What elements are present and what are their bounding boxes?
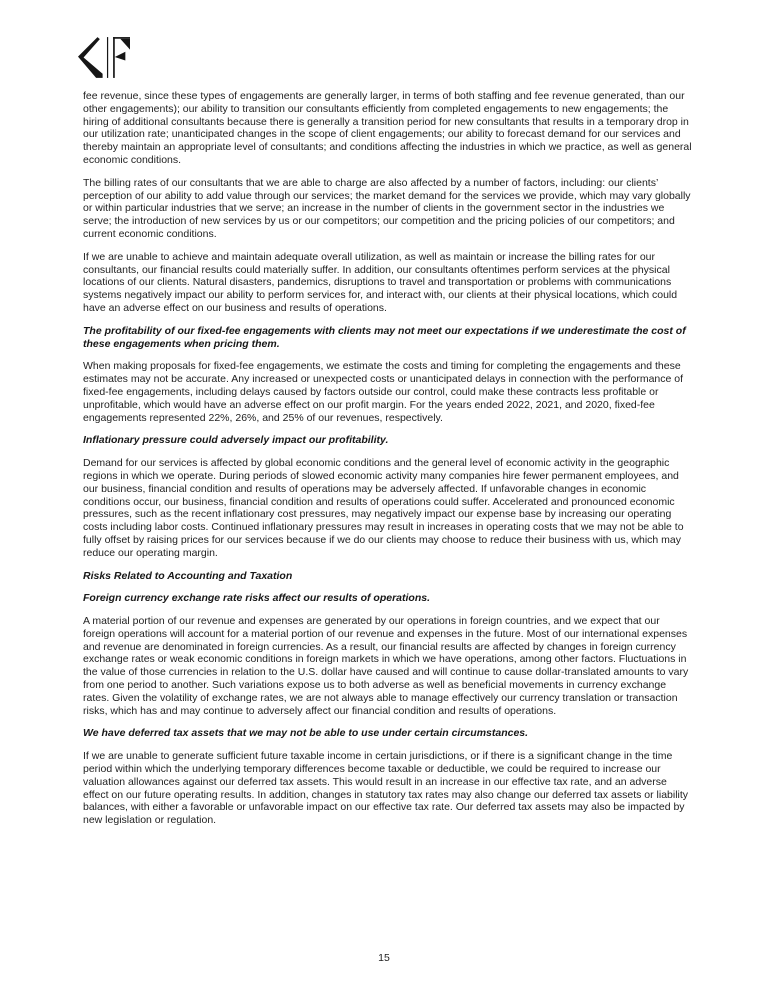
risk-paragraph-utilization: If we are unable to achieve and maintain adequate overall utilization, as well as maintain or increase the billing rates for our consultants, our financial results could materially suffer. In addition, our consultants oftentimes perform services at the physical locations of our clients. Natural disasters, pandemics, disruptions to travel and transportation or problems with communications systems negatively impact our ability to perform services for, and interact with, our clients at their physical locations, which could have an adverse effect on our business and results of operations. [83, 250, 678, 314]
risk-paragraph-fixed-fee-estimates: When making proposals for fixed-fee engagements, we estimate the costs and timing for completing the engagements and these estimates may not be accurate. Any increased or unexpected costs or unanticipated delays in connection with the performance of fixed-fee engagements, including delays caused by factors outside our control, could make these contracts less profitable or unprofitable, which would have an adverse effect on our profit margin. For the years ended 2022, 2021, and 2020, fixed-fee engagements represented 22%, 26%, and 25% of our revenues, respectively. [83, 360, 684, 424]
page-number: 15 [378, 952, 390, 964]
risk-paragraph-billing-rates: The billing rates of our consultants that we are able to charge are also affected by a number of factors, including: our clients’ perception of our ability to add value through our services; the market demand for the services we provide, which may vary globally or within particular industries that we serve; an increase in the number of clients in the government sector in the industries we serve; the introduction of new services by us or our competitors; our competition and the pricing policies of our competitors; and current economic conditions. [83, 176, 691, 240]
risk-paragraph-fee-revenue: fee revenue, since these types of engagements are generally larger, in terms of both staffing and fee revenue generated, than our other engagements); our ability to transition our consultants efficiently from completed engagements to new engagements; the hiring of additional consultants because there is generally a transition period for new consultants that results in a temporary drop in our utilization rate; unanticipated changes in the scope of client engagements; our ability to forecast demand for our services and thereby maintain an appropriate level of consultants; and conditions affecting the industries in which we practice, as well as general economic conditions. [83, 90, 692, 166]
korn-ferry-monogram-icon [78, 36, 130, 79]
risk-heading-deferred-tax-assets: We have deferred tax assets that we may not be able to use under certain circumstances. [83, 727, 529, 740]
korn-ferry-logo [78, 36, 130, 79]
risk-heading-foreign-currency: Foreign currency exchange rate risks affect our results of operations. [83, 592, 431, 605]
risk-paragraph-foreign-currency: A material portion of our revenue and expenses are generated by our operations in foreign countries, and we expect that our foreign operations will account for a material portion of our revenue and expenses in the future. Most of our international expenses and revenue are denominated in foreign currencies. As a result, our financial results are affected by changes in foreign currency exchange rates or weak economic conditions in foreign markets in which we have operations, among other factors. Fluctuations in the value of those currencies in relation to the U.S. dollar have caused and will continue to cause dollar-translated amounts to vary from one period to another. Such variations expose us to both adverse as well as beneficial movements in currency exchange rates. Given the volatility of exchange rates, we are not always able to manage effectively our currency translation or transaction risks, which has and may continue to adversely affect our financial condition and results of operations. [83, 615, 689, 717]
document-body [83, 90, 692, 837]
section-heading-accounting-and-taxation: Risks Related to Accounting and Taxation [83, 569, 293, 582]
risk-heading-inflationary-pressure: Inflationary pressure could adversely impact our profitability. [83, 434, 389, 447]
risk-paragraph-deferred-tax-assets: If we are unable to generate sufficient future taxable income in certain jurisdictions, or if there is a significant change in the time period within which the underlying temporary differences become taxable or deductible, we could be required to increase our valuation allowances against our deferred tax assets. This would result in an increase in our effective tax rate, and an adverse effect on our future operating results. In addition, changes in statutory tax rates may also change our deferred tax assets or liability balances, with either a favorable or unfavorable impact on our effective tax rate. Our deferred tax assets may also be impacted by new legislation or regulation. [83, 750, 689, 827]
risk-paragraph-demand-inflation: Demand for our services is affected by global economic conditions and the general level of economic activity in the geographic regions in which we operate. During periods of slowed economic activity many companies hire fewer permanent employees, and our business, financial condition and results of operations may be adversely affected. If unfavorable changes in economic conditions occur, our business, financial condition and results of operations could suffer. Accelerated and pronounced economic pressures, such as the recent inflationary cost pressures, may negatively impact our expense base by increasing our operating costs including labor costs. Continued inflationary pressures may result in increases in operating costs that we may not be able to fully offset by raising prices for our services because if we do our clients may choose to reduce their business with us, which may reduce our operating margin. [83, 457, 684, 559]
risk-heading-fixed-fee-profitability: The profitability of our fixed-fee engagements with clients may not meet our expectations if we underestimate the cost of these engagements when pricing them. [83, 324, 686, 350]
